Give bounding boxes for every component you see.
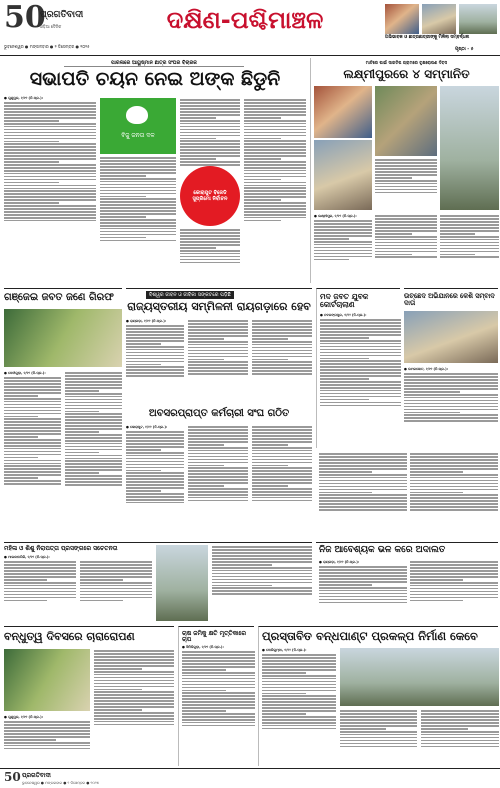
conference-col-2 xyxy=(188,319,248,404)
plantation-headline: ବନ୍ଧୁତ୍ୱ ଦିବସରେ ଚାରାରୋପଣ xyxy=(4,630,135,643)
mid-left-dateline: ● ମାଲକାନଗିରି, ୧/୧୨ (ନି.ପ୍ର.): xyxy=(4,555,50,559)
footer-anniversary: 50 xyxy=(4,770,21,784)
ganja-col-2 xyxy=(65,371,122,539)
dam-photo xyxy=(340,648,499,706)
liquor-headline: ମଦ ଜବତ ଯୁବକ କୋର୍ଟଚାଲାଣ xyxy=(320,292,369,309)
court-col-2 xyxy=(410,560,498,621)
retired-col-1 xyxy=(126,430,184,539)
footer-brand: ପ୍ରଗତିବାଦୀ xyxy=(22,772,51,779)
mid-left-col-2 xyxy=(80,560,152,621)
eviction-dateline: ● ଉମରକୋଟ, ୧/୧୨ (ନି.ପ୍ର.): xyxy=(404,367,448,371)
retired-dateline: ● କୋରାପୁଟ, ୧/୧୨ (ନି.ପ୍ର.): xyxy=(126,425,168,429)
footer xyxy=(0,768,500,788)
story-awareness xyxy=(316,452,498,540)
conference-col-1 xyxy=(126,324,184,404)
mid-left-photo xyxy=(156,545,208,621)
masthead-promo-photo-2 xyxy=(422,4,456,34)
story-farmland xyxy=(178,626,254,766)
lakshmipur-col-2 xyxy=(375,214,437,281)
mid-left-headline: ମହିଳା ଓ ଶିଶୁ ନିରାପତ୍ତା ପ୍ରସଙ୍ଗରେ ସଚେତନତା xyxy=(4,545,118,552)
lakshmipur-photo-4 xyxy=(440,86,499,210)
lakshmipur-dateline: ● ଲକ୍ଷ୍ମୀପୁର, ୧/୧୨ (ନି.ପ୍ର.): xyxy=(314,214,357,218)
eviction-photo xyxy=(404,311,498,363)
farmland-dateline: ● ସିମିଳିଗୁଡ଼ା, ୧/୧୨ (ନି.ପ୍ର.): xyxy=(182,645,224,649)
dam-dateline: ● ବୋରିଗୁମ୍ମା, ୧/୧୨ (ନି.ପ୍ର.): xyxy=(262,648,307,652)
plantation-col-2 xyxy=(94,649,174,765)
conch-icon xyxy=(126,106,148,124)
conference-col-3 xyxy=(252,319,312,404)
masthead-promo-photo-3 xyxy=(459,4,497,34)
lakshmipur-col-mid xyxy=(375,158,437,210)
story-lakshmipur xyxy=(310,58,498,283)
awareness-col-1 xyxy=(319,452,407,540)
mid-left-col-3 xyxy=(212,545,312,621)
story-lead xyxy=(4,60,306,283)
section-title: ଦକ୍ଷିଣ-ପଶ୍ଚିମାଞ୍ଚଳ xyxy=(166,6,324,34)
lakshmipur-col-3 xyxy=(440,214,499,281)
logo-label: ବିଜୁ ଜନତା ଦଳ xyxy=(121,132,155,139)
lead-col-3-lower xyxy=(180,228,240,281)
story-eviction xyxy=(404,288,498,448)
eviction-headline: ଉଚ୍ଛେଦ ଅଭିଯାନରେ କେଶି ସମ୍ବାଦ ଦାତା xyxy=(404,292,495,307)
retired-col-3 xyxy=(252,425,312,539)
dam-col-2 xyxy=(340,709,417,765)
farmland-headline: ଚାଷ ଜମିକୁ କ୍ଷତି ମୃତ୍ତିକାରେ ଚାପ xyxy=(182,630,247,644)
lakshmipur-photo-2 xyxy=(314,140,372,210)
story-conference xyxy=(126,288,312,540)
promo-text: ଅଭିଭାବକ ଓ ଛାତ୍ରଛାତ୍ରୀଙ୍କୁ ମିଳିଲା ସମ୍ବର୍ଦ୍ଧନା xyxy=(385,35,470,40)
brand-name: ପ୍ରଗତିବାଦୀ xyxy=(40,10,84,20)
story-dam xyxy=(258,626,498,766)
conference-kicker: ବିଶ୍ୱର ଜୀବନ ଓ ଜୀବିକା ସଙ୍କଟରେ ପଡ଼ିଛି xyxy=(146,291,234,299)
lead-callout xyxy=(180,166,240,226)
lakshmipur-photo-3 xyxy=(375,86,437,156)
page-number: ପୃଷ୍ଠା - ୫ xyxy=(455,47,474,52)
lead-headline: ସଭାପତି ଚୟନ ନେଇ ଅଙ୍କ ଛିଡୁନି xyxy=(29,68,281,90)
awareness-col-2 xyxy=(410,452,498,540)
court-dateline: ● ରାୟଗଡ଼ା, ୧/୧୨ (ନି.ପ୍ର.): xyxy=(319,560,360,564)
dam-col-3 xyxy=(421,709,499,765)
lakshmipur-kicker: ମାଟିରେ ପାଇଁ ସାରତିପ ଗ୍ରାମରେ ବୃକ୍ଷରୋପଣ ଦିବସ xyxy=(365,60,448,65)
brand-tagline: ଓଡ଼ିଆ ଦୈନିକ xyxy=(40,24,62,29)
anniversary-number: 50 xyxy=(4,0,46,35)
farmland-body xyxy=(182,650,255,765)
ganja-headline: ଗଞ୍ଜେଇ ଜବତ ଜଣେ ଗିରଫ xyxy=(4,292,114,303)
footer-dateline: ଭୁବନେଶ୍ୱର ● ମଙ୍ଗଳବାର ● ୨ ଡିସେମ୍ବର ● ୨୦୨୫ xyxy=(22,781,99,785)
lead-col-4 xyxy=(244,98,306,281)
dam-headline: ପ୍ରସ୍ତାବିତ ବନ୍ଧପାଣ୍ଟ ପ୍ରକଳ୍ପ ନିର୍ମାଣ କେବେ xyxy=(262,629,478,643)
mid-left-col-1 xyxy=(4,560,76,621)
court-col-1 xyxy=(319,565,407,621)
ganja-photo xyxy=(4,309,122,367)
dateline: ଭୁବନେଶ୍ୱର ● ମଙ୍ଗଳବାର ● ୨ ଡିସେମ୍ବର ● ୨୦୨୫ xyxy=(4,44,90,49)
ganja-col-1 xyxy=(4,376,61,539)
lakshmipur-col-1 xyxy=(314,219,372,281)
lead-col-1 xyxy=(4,101,96,281)
plantation-col-1 xyxy=(4,720,90,765)
brand-block xyxy=(4,2,114,42)
masthead-promo-photo xyxy=(385,4,419,34)
story-mid-left xyxy=(4,542,312,622)
lead-dateline: ● ଗୁଣୁପୁର, ୧/୧୨ (ନି.ପ୍ର.): xyxy=(4,96,43,100)
ganja-dateline: ● ଦେବୀଗୁଡ଼ା, ୧/୧୨ (ନି.ପ୍ର.): xyxy=(4,371,46,375)
liquor-dateline: ● ନବରଙ୍ଗପୁର, ୧/୧୨ (ନି.ପ୍ର.): xyxy=(320,313,367,317)
lead-col-2 xyxy=(100,156,176,281)
bjd-logo xyxy=(100,98,176,154)
story-ganja xyxy=(4,288,122,540)
liquor-body xyxy=(320,318,401,447)
eviction-body xyxy=(404,372,498,447)
masthead xyxy=(0,0,500,56)
lead-kicker: ପାରଳାରେ ଆୟୁଷ୍ମାନ ଛାତ୍ର ସଂଘର ବିଚାରକ xyxy=(64,60,244,67)
plantation-dateline: ● ଗୁଣୁପୁର, ୧/୧୨ (ନି.ପ୍ର.): xyxy=(4,715,43,719)
story-court xyxy=(316,542,498,622)
court-headline: ନିଜ ଆବେଶ୍ୟକ ଭଳ କରେ ଅଦାଲତ xyxy=(319,545,446,555)
dam-col-1 xyxy=(262,653,336,765)
retired-col-2 xyxy=(188,425,248,539)
conference-dateline: ● ରାୟଗଡ଼ା, ୧/୧୨ (ନି.ପ୍ର.): xyxy=(126,319,167,323)
conference-headline: ରାଜ୍ୟସ୍ତରୀୟ ସମ୍ମିଳନୀ ରାୟଗଡ଼ାରେ ହେବ xyxy=(127,300,311,313)
story-plantation xyxy=(4,626,174,766)
callout-text: କୋରାପୁଟ ବିଜେଡି ସୁପ୍ରିମୋ ନିର୍ବାଚନ xyxy=(192,190,228,202)
story-liquor xyxy=(316,288,400,448)
retired-employees-subhead: ଅବସରପ୍ରାପ୍ତ କର୍ମଚାରୀ ସଂଘ ଗଠିତ xyxy=(148,408,290,419)
lakshmipur-photo-1 xyxy=(314,86,372,138)
lakshmipur-headline: ଲକ୍ଷ୍ମୀପୁରରେ ୪ ସମ୍ମାନିତ xyxy=(343,67,470,81)
plantation-photo xyxy=(4,649,90,711)
